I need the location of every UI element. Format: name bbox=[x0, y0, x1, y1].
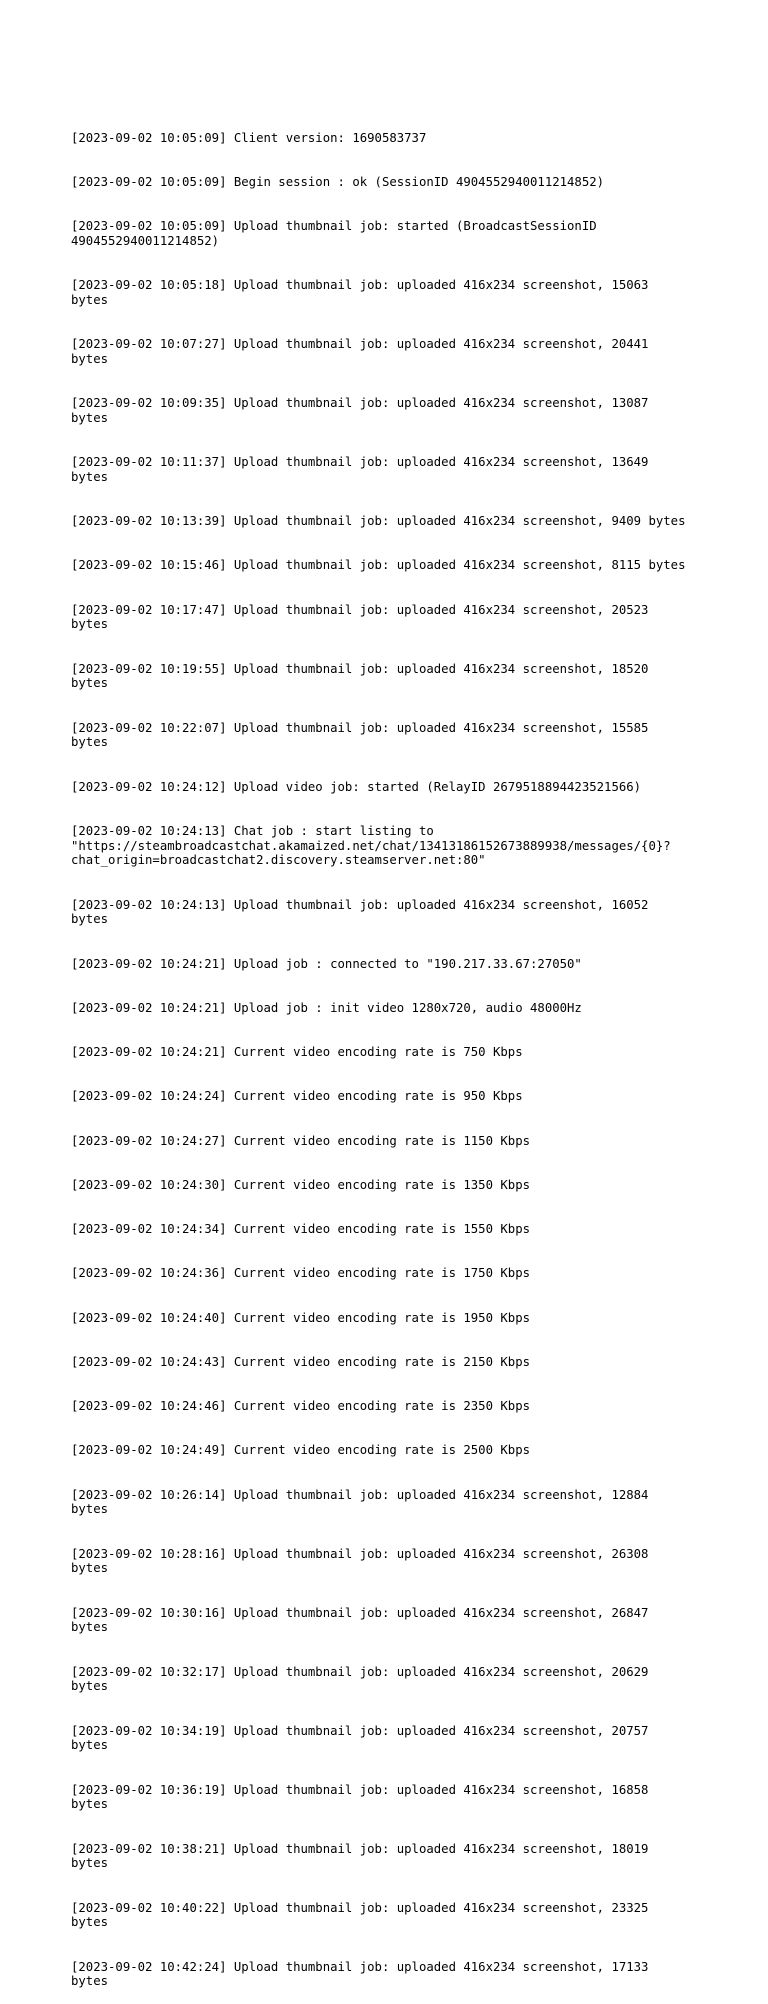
log-line: [2023-09-02 10:24:30] Current video encoding rate is 1350 Kbps bbox=[71, 1177, 531, 1192]
log-line: [2023-09-02 10:17:47] Upload thumbnail job: uploaded 416x234 screenshot, 20523 bytes bbox=[71, 602, 649, 632]
log-line: [2023-09-02 10:05:18] Upload thumbnail job: uploaded 416x234 screenshot, 15063 bytes bbox=[71, 278, 649, 307]
log-line: [2023-09-02 10:24:36] Current video encoding rate is 1750 Kbps bbox=[71, 1266, 531, 1281]
log-line: [2023-09-02 10:22:07] Upload thumbnail job: uploaded 416x234 screenshot, 15585 bytes bbox=[71, 720, 649, 750]
log-line: [2023-09-02 10:24:21] Upload job : connected to "190.217.33.67:27050" bbox=[71, 956, 582, 971]
log-line: [2023-09-02 10:28:16] Upload thumbnail job: uploaded 416x234 screenshot, 26308 bytes bbox=[71, 1546, 649, 1576]
log-line: [2023-09-02 10:24:34] Current video encoding rate is 1550 Kbps bbox=[71, 1222, 531, 1236]
log-line: [2023-09-02 10:24:13] Chat job : start listing to "https://steambroadcastchat.akamaized.net/chat/13413186152673889938/messages/{0}? chat_origin=broadcastchat2.discovery.steamserver.net:80" bbox=[71, 823, 671, 868]
log-line: [2023-09-02 10:36:19] Upload thumbnail job: uploaded 416x234 screenshot, 16858 bytes bbox=[71, 1782, 649, 1812]
log-line: [2023-09-02 10:15:46] Upload thumbnail job: uploaded 416x234 screenshot, 8115 bytes bbox=[71, 558, 686, 573]
log-line: [2023-09-02 10:24:21] Upload job : init video 1280x720, audio 48000Hz bbox=[71, 1000, 582, 1015]
log-line: [2023-09-02 10:24:46] Current video encoding rate is 2350 Kbps bbox=[71, 1399, 531, 1413]
log-line: [2023-09-02 10:09:35] Upload thumbnail job: uploaded 416x234 screenshot, 13087 bytes bbox=[71, 396, 649, 425]
log-line: [2023-09-02 10:34:19] Upload thumbnail job: uploaded 416x234 screenshot, 20757 bytes bbox=[71, 1723, 649, 1753]
log-line: [2023-09-02 10:05:09] Upload thumbnail job: started (BroadcastSessionID 4904552940011214852) bbox=[71, 219, 597, 248]
log-line: [2023-09-02 10:05:09] Client version: 1690583737 bbox=[71, 130, 427, 145]
log-line: [2023-09-02 10:42:24] Upload thumbnail job: uploaded 416x234 screenshot, 17133 bytes bbox=[71, 1959, 649, 1989]
log-line: [2023-09-02 10:13:39] Upload thumbnail job: uploaded 416x234 screenshot, 9409 bytes bbox=[71, 514, 686, 528]
log-line: [2023-09-02 10:24:49] Current video encoding rate is 2500 Kbps bbox=[71, 1443, 531, 1458]
log-line: [2023-09-02 10:24:27] Current video encoding rate is 1150 Kbps bbox=[71, 1133, 531, 1148]
log-line: [2023-09-02 10:19:55] Upload thumbnail job: uploaded 416x234 screenshot, 18520 bytes bbox=[71, 661, 649, 691]
log-line: [2023-09-02 10:26:14] Upload thumbnail job: uploaded 416x234 screenshot, 12884 bytes bbox=[71, 1487, 649, 1517]
log-line: [2023-09-02 10:24:13] Upload thumbnail job: uploaded 416x234 screenshot, 16052 bytes bbox=[71, 897, 649, 927]
log-line: [2023-09-02 10:40:22] Upload thumbnail job: uploaded 416x234 screenshot, 23325 bytes bbox=[71, 1900, 649, 1930]
log-line: [2023-09-02 10:24:21] Current video encoding rate is 750 Kbps bbox=[71, 1045, 523, 1059]
log-line: [2023-09-02 10:05:09] Begin session : ok (SessionID 4904552940011214852) bbox=[71, 174, 605, 189]
log-line: [2023-09-02 10:07:27] Upload thumbnail job: uploaded 416x234 screenshot, 20441 bytes bbox=[71, 337, 649, 366]
log-line: [2023-09-02 10:24:12] Upload video job: started (RelayID 2679518894423521566) bbox=[71, 779, 642, 794]
log-document bbox=[71, 101, 711, 2004]
log-line: [2023-09-02 10:24:40] Current video encoding rate is 1950 Kbps bbox=[71, 1310, 531, 1325]
log-line: [2023-09-02 10:11:37] Upload thumbnail job: uploaded 416x234 screenshot, 13649 bytes bbox=[71, 455, 649, 484]
log-line: [2023-09-02 10:32:17] Upload thumbnail job: uploaded 416x234 screenshot, 20629 bytes bbox=[71, 1664, 649, 1694]
log-line: [2023-09-02 10:24:43] Current video encoding rate is 2150 Kbps bbox=[71, 1354, 531, 1369]
log-line: [2023-09-02 10:30:16] Upload thumbnail job: uploaded 416x234 screenshot, 26847 bytes bbox=[71, 1605, 649, 1635]
log-line: [2023-09-02 10:24:24] Current video encoding rate is 950 Kbps bbox=[71, 1089, 523, 1104]
log-line: [2023-09-02 10:38:21] Upload thumbnail job: uploaded 416x234 screenshot, 18019 bytes bbox=[71, 1841, 649, 1871]
